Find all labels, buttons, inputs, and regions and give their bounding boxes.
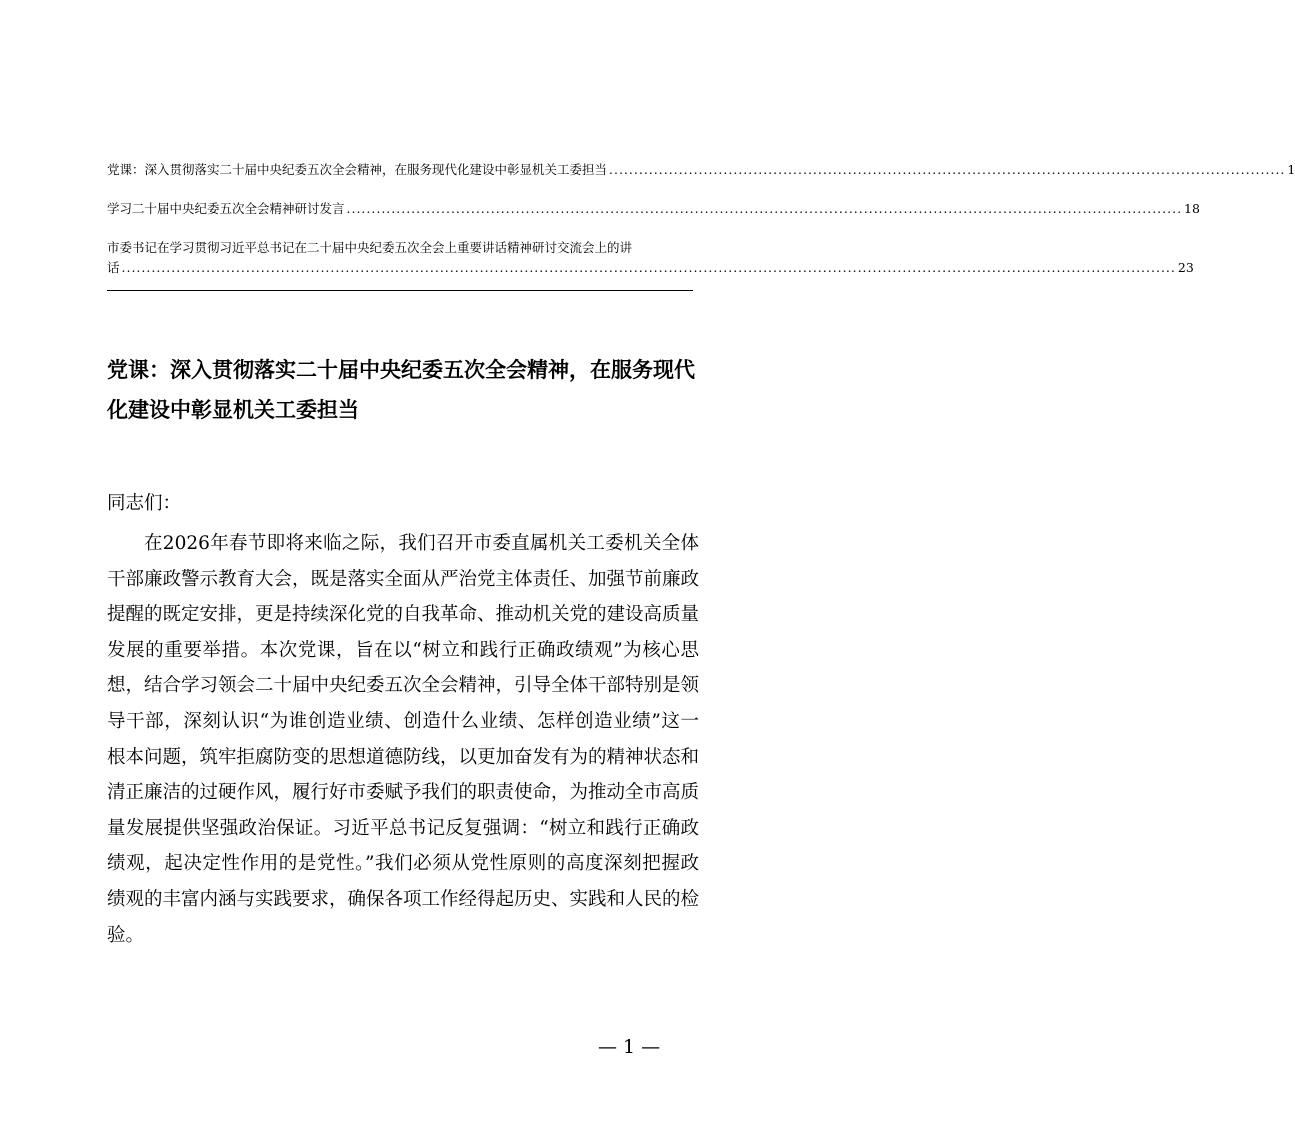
toc-entry-title: 市委书记在学习贯彻习近平总书记在二十届中央纪委五次全会上重要讲话精神研讨交流会上的讲 — [107, 240, 633, 255]
toc-entry-title: 学习二十届中央纪委五次全会精神研讨发言 — [107, 201, 345, 216]
toc-entry-page: 23 — [1177, 260, 1194, 275]
toc-entry-page: 18 — [1184, 201, 1200, 216]
toc-divider — [107, 290, 693, 291]
document-title: 党课：深入贯彻落实二十届中央纪委五次全会精神，在服务现代化建设中彰显机关工委担当 — [107, 358, 695, 422]
toc-entry-title-continued: 话 — [107, 260, 120, 275]
toc-entry[interactable] — [107, 199, 1200, 219]
toc-entry-title: 党课：深入贯彻落实二十届中央纪委五次全会精神，在服务现代化建设中彰显机关工委担当 — [107, 162, 608, 177]
toc-entry[interactable] — [107, 160, 1295, 180]
table-of-contents — [107, 160, 1295, 297]
page-number: — 1 — — [598, 1036, 661, 1058]
toc-leader-dots: ........................................................................................................................................................................ — [346, 201, 1183, 216]
body-paragraph: 在2026年春节即将来临之际，我们召开市委直属机关工委机关全体干部廉政警示教育大会，既是落实全面从严治党主体责任、加强节前廉政提醒的既定安排，更是持续深化党的自我革命、推动机关党的建设高质量发展的重要举措。本次党课，旨在以“树立和践行正确政绩观”为核心思想，结合学习领会二十届中央纪委五次全会精神，引导全体干部特别是领导干部，深刻认识“为谁创造业绩、创造什么业绩、怎样创造业绩”这一根本问题，筑牢拒腐防变的思想道德防线，以更加奋发有为的精神状态和清正廉洁的过硬作风，履行好市委赋予我们的职责使命，为推动全市高质量发展提供坚强政治保证。习近平总书记反复强调：“树立和践行正确政绩观，起决定性作用的是党性。”我们必须从党性原则的高度深刻把握政绩观的丰富内涵与实践要求，确保各项工作经得起历史、实践和人民的检验。 — [107, 533, 700, 946]
toc-entry[interactable] — [107, 238, 1194, 278]
toc-entry-page: 1 — [1287, 162, 1295, 177]
toc-leader-dots: .................................................................................................................................................................................................................... — [121, 260, 1176, 275]
salutation: 同志们： — [107, 493, 182, 514]
toc-leader-dots: ........................................................................................................................................ — [609, 162, 1286, 177]
